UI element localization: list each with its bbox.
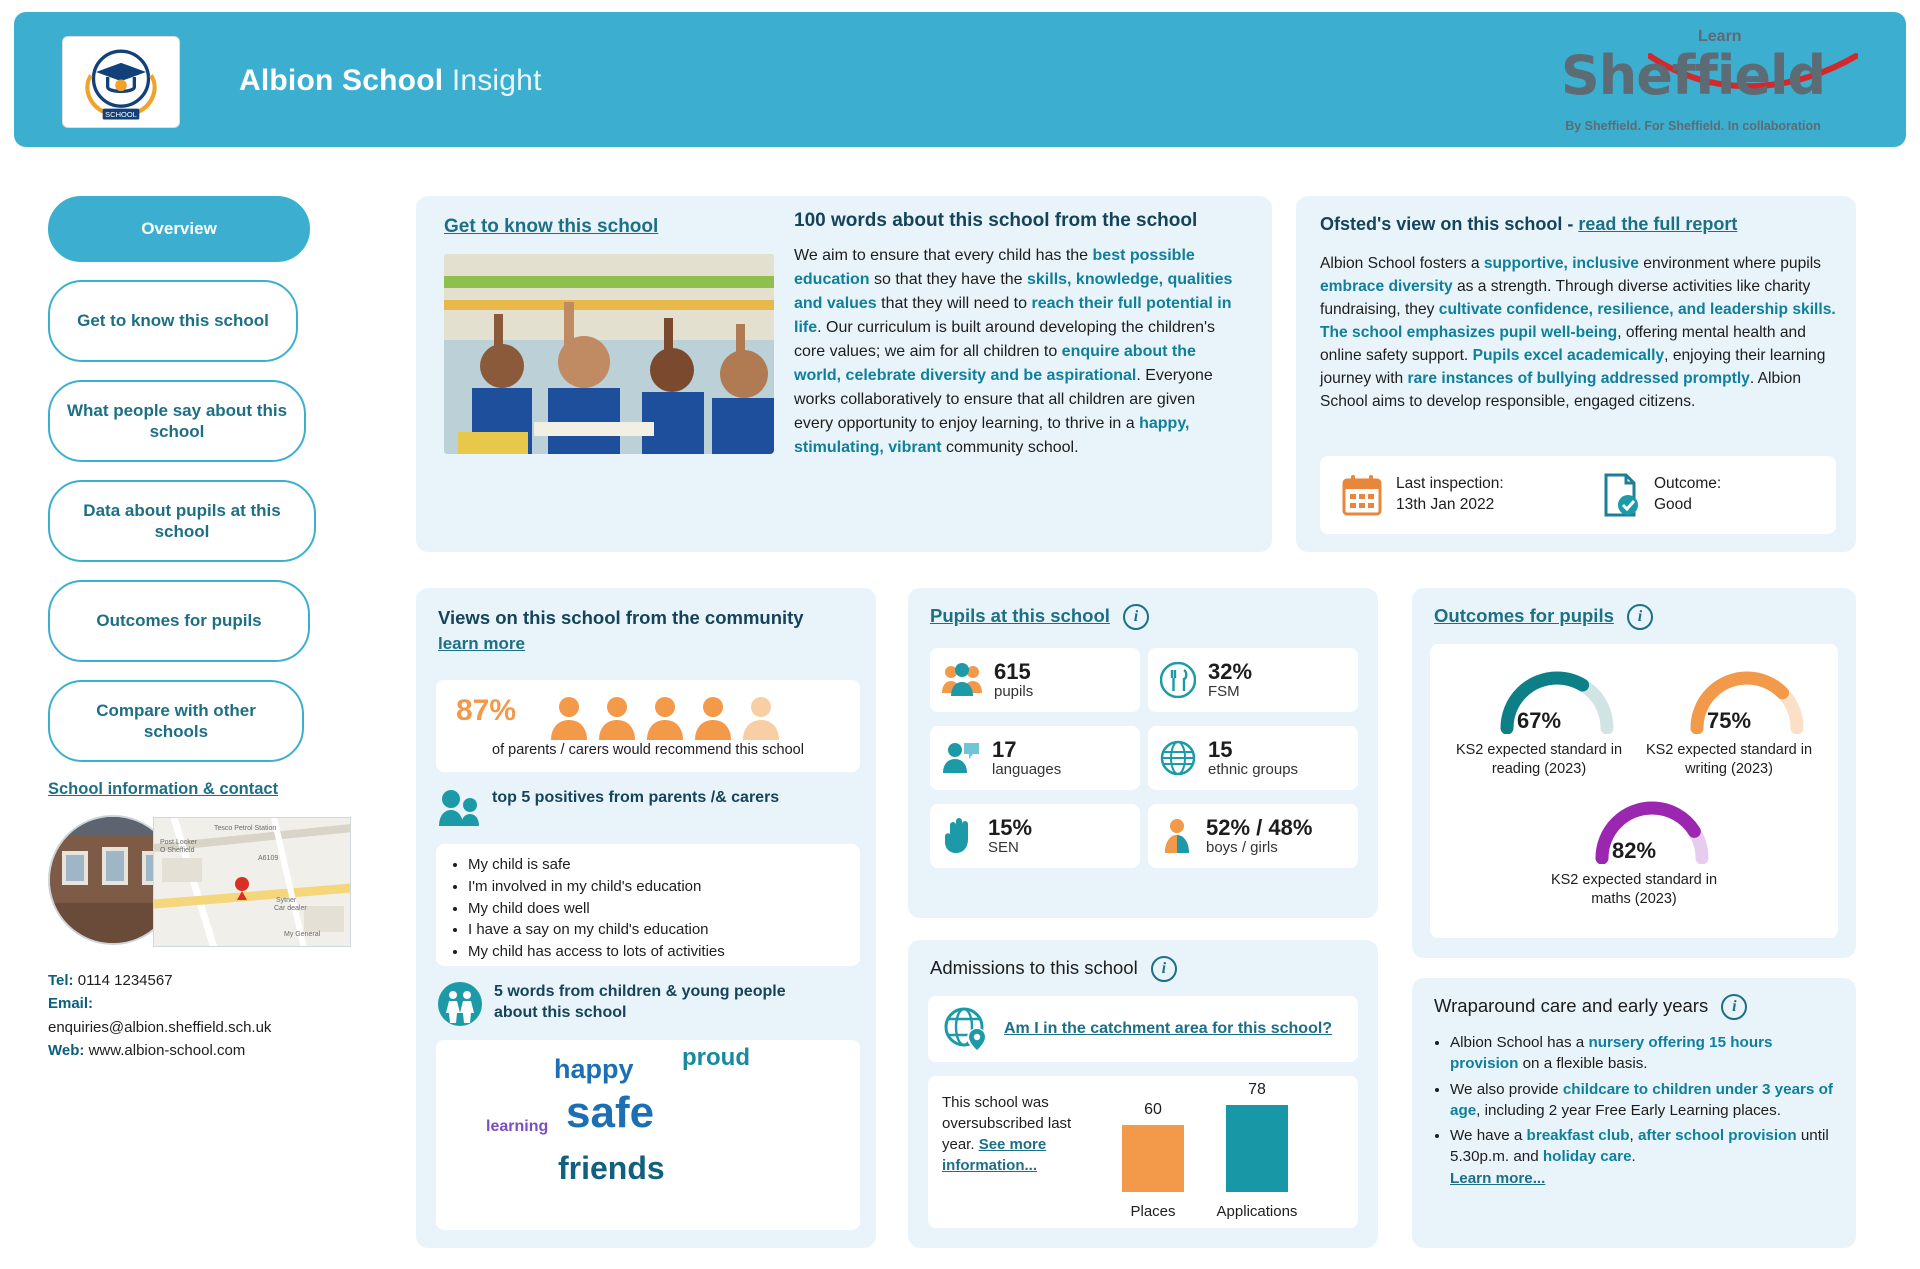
outcome-label: Outcome: xyxy=(1654,475,1722,493)
learn-sheffield-logo xyxy=(1528,30,1858,135)
classroom-photo xyxy=(444,254,774,454)
stat-value: 615 xyxy=(994,658,1031,684)
svg-text:Post Locker: Post Locker xyxy=(160,839,197,846)
calendar-icon xyxy=(1342,474,1382,516)
outcomes-title-row xyxy=(1434,604,1653,630)
pupils-title-link[interactable]: Pupils at this school xyxy=(930,604,1110,626)
speech-person-icon xyxy=(942,741,980,775)
admissions-card xyxy=(908,940,1378,1248)
school-information-contact-link[interactable]: School information & contact xyxy=(48,780,279,798)
community-title-text: Views on this school from the community xyxy=(438,607,804,628)
word-learning: learning xyxy=(486,1118,549,1135)
positives-title: top 5 positives from parents /& carers xyxy=(492,789,780,806)
location-map[interactable] xyxy=(153,817,351,947)
contact-web-value[interactable]: www.albion-school.com xyxy=(88,1041,246,1059)
gauge-value: 75% xyxy=(1706,708,1752,733)
list-item xyxy=(1450,1125,1840,1189)
svg-text:My General: My General xyxy=(284,931,321,938)
person-icon xyxy=(596,694,638,740)
stat-label: pupils xyxy=(994,682,1034,700)
svg-text:O Sheffield: O Sheffield xyxy=(160,847,195,854)
sidebar-item-label: Data about pupils at this school xyxy=(83,500,281,541)
cutlery-icon xyxy=(1160,662,1196,698)
contact-details xyxy=(48,969,318,1062)
stat-label: boys / girls xyxy=(1206,838,1278,856)
community-title xyxy=(438,606,858,656)
list-item: • Albion School has a nursery offering 15 hours provision on a flexible basis. xyxy=(1450,1032,1840,1075)
info-icon[interactable]: i xyxy=(1151,956,1177,982)
outcomes-gauges-panel xyxy=(1430,644,1838,938)
ofsted-card xyxy=(1296,196,1856,552)
contact-media xyxy=(48,815,348,955)
sidebar-item-outcomes-for-pupils[interactable] xyxy=(48,580,310,662)
word-safe: safe xyxy=(566,1088,655,1137)
hundred-words-body: We aim to ensure that every child has the best possible education so that they have the skills, knowledge, qualities and values that they will need to reach their full potential in life. Our curriculum is built around developing the children's core values; we aim for all children to enquire about the world, celebrate diversity and be aspirational. Everyone works collaboratively to ensure that all children are given every opportunity to enjoy learning, to thrive in a happy, stimulating, vibrant community school. xyxy=(794,247,1233,456)
catchment-panel[interactable] xyxy=(928,996,1358,1062)
info-icon[interactable]: i xyxy=(1123,604,1149,630)
contact-tel-label: Tel: xyxy=(48,972,74,989)
positives-header xyxy=(438,788,858,828)
learn-sheffield-main-word: Sheffield xyxy=(1560,44,1826,107)
outcomes-card xyxy=(1412,588,1856,958)
ofsted-report-link[interactable]: read the full report xyxy=(1578,214,1738,234)
gauge-caption: KS2 expected standard in maths (2023) xyxy=(1550,872,1718,907)
list-item: • My child has access to lots of activities xyxy=(468,941,850,963)
page-title-school: Albion School xyxy=(239,64,444,97)
map-image xyxy=(154,818,351,947)
contact-email xyxy=(48,992,318,1039)
globe-pin-icon xyxy=(942,1005,990,1053)
stat-value: 52% / 48% xyxy=(1206,814,1313,840)
learn-sheffield-learn-word: Learn xyxy=(1698,28,1742,45)
bar-places xyxy=(1122,1101,1184,1220)
five-words-title: 5 words from children & young people about this school xyxy=(494,983,786,1021)
person-icon xyxy=(692,694,734,740)
svg-text:SCHOOL: SCHOOL xyxy=(105,110,137,119)
svg-text:Tesco Petrol Station: Tesco Petrol Station xyxy=(214,825,277,832)
ofsted-title-text: Ofsted's view on this school - xyxy=(1320,214,1579,234)
person-split-icon xyxy=(1160,817,1194,855)
person-icon-partial xyxy=(740,694,782,740)
sidebar-item-compare-schools[interactable] xyxy=(48,680,304,762)
page-title xyxy=(239,64,542,98)
catchment-area-link[interactable]: Am I in the catchment area for this school? xyxy=(1004,1019,1333,1037)
sidebar-item-what-people-say[interactable] xyxy=(48,380,306,462)
positives-list xyxy=(436,844,860,966)
group-people-icon xyxy=(942,663,982,697)
sidebar xyxy=(48,196,321,1062)
bar-label: Applications xyxy=(1216,1203,1298,1220)
oversubscribed-text xyxy=(942,1092,1092,1176)
sidebar-item-label: Compare with other schools xyxy=(96,700,256,741)
ofsted-title xyxy=(1320,214,1737,235)
page-title-insight: Insight xyxy=(451,64,542,97)
last-inspection-value: 13th Jan 2022 xyxy=(1396,496,1495,513)
wraparound-title-row xyxy=(1434,994,1747,1020)
see-more-information-link[interactable]: See more information... xyxy=(942,1136,1047,1174)
recommend-people-icons xyxy=(548,694,782,740)
bar-value: 60 xyxy=(1144,1101,1162,1118)
outcome-value: Good xyxy=(1654,496,1692,513)
learn-sheffield-tagline: By Sheffield. For Sheffield. In collaboration xyxy=(1565,119,1821,133)
recommend-caption: of parents / carers would recommend this school xyxy=(492,742,804,758)
gauge-caption: KS2 expected standard in reading (2023) xyxy=(1455,742,1623,777)
stat-label: SEN xyxy=(988,838,1019,856)
gauge-value: 67% xyxy=(1516,708,1562,733)
sidebar-item-label: What people say about this school xyxy=(66,400,288,441)
gauge-writing xyxy=(1634,662,1824,779)
admissions-title: Admissions to this school xyxy=(930,956,1138,978)
word-happy: happy xyxy=(554,1054,634,1084)
list-item: • I'm involved in my child's education xyxy=(468,876,850,898)
sidebar-item-label: Outcomes for pupils xyxy=(96,611,262,631)
sidebar-item-label: Get to know this school xyxy=(77,311,269,331)
bar-label: Places xyxy=(1130,1203,1176,1220)
list-item: • We also provide childcare to children under 3 years of age, including 2 year Free Early Learning places. xyxy=(1450,1079,1840,1122)
stat-fsm xyxy=(1148,648,1358,712)
contact-email-value[interactable]: enquiries@albion.sheffield.sch.uk xyxy=(48,1018,272,1036)
stat-ethnic-groups xyxy=(1148,726,1358,790)
list-item: • My child is safe xyxy=(468,854,850,876)
info-icon[interactable]: i xyxy=(1721,994,1747,1020)
ofsted-body: Albion School fosters a supportive, inclusive environment where pupils embrace diversity as a strength. Through diverse activities like charity fundraising, they cultivate confidence, resilience, and leadership skills. The school emphasizes pupil well-being, offering mental health and online safety support. Pupils excel academically, enjoying their learning journey with rare instances of bullying addressed promptly. Albion School aims to develop responsible, engaged citizens. xyxy=(1320,255,1836,411)
gauge-value: 82% xyxy=(1611,838,1657,863)
contact-web-label: Web: xyxy=(48,1041,85,1059)
person-icon xyxy=(548,694,590,740)
sidebar-item-overview[interactable] xyxy=(48,196,310,262)
globe-icon xyxy=(1160,740,1196,776)
svg-text:Car dealer: Car dealer xyxy=(274,905,307,912)
person-icon xyxy=(644,694,686,740)
svg-text:A6109: A6109 xyxy=(258,855,279,862)
stat-boys-girls xyxy=(1148,804,1358,868)
stat-label: languages xyxy=(992,760,1062,778)
two-children-icon xyxy=(438,982,482,1026)
school-logo xyxy=(62,36,180,128)
word-proud: proud xyxy=(682,1044,750,1071)
wraparound-learn-more-link[interactable]: Learn more... xyxy=(1450,1169,1546,1187)
hand-icon xyxy=(942,818,976,854)
stat-label: ethnic groups xyxy=(1208,760,1299,778)
recommend-percentage: 87% xyxy=(456,694,517,727)
sidebar-item-label: Overview xyxy=(141,219,217,239)
svg-text:Sytner: Sytner xyxy=(276,897,297,904)
sidebar-item-data-about-pupils[interactable] xyxy=(48,480,316,562)
oversubscribed-sentence: This school was oversubscribed last year. xyxy=(942,1094,1072,1153)
wraparound-list xyxy=(1430,1032,1840,1193)
community-views-card xyxy=(416,588,876,1248)
hundred-words-title: 100 words about this school from the school xyxy=(794,210,1198,231)
admissions-chart-panel xyxy=(928,1076,1358,1228)
outcomes-title-link[interactable]: Outcomes for pupils xyxy=(1434,604,1614,626)
ofsted-summary-panel xyxy=(1320,456,1836,534)
list-item: • My child does well xyxy=(468,898,850,920)
parent-child-icon xyxy=(438,788,480,828)
gauge-caption: KS2 expected standard in writing (2023) xyxy=(1645,742,1813,777)
page-header xyxy=(14,12,1906,147)
recommend-panel xyxy=(436,680,860,772)
ofsted-outcome xyxy=(1578,473,1836,517)
stat-label: FSM xyxy=(1208,682,1240,700)
get-to-know-link[interactable]: Get to know this school xyxy=(444,216,659,237)
word-friends: friends xyxy=(558,1150,665,1186)
stat-value: 15% xyxy=(988,814,1033,840)
pupils-card xyxy=(908,588,1378,918)
contact-tel xyxy=(48,969,318,992)
document-check-icon xyxy=(1600,473,1640,517)
contact-tel-value: 0114 1234567 xyxy=(77,972,173,989)
ofsted-last-inspection xyxy=(1320,474,1578,516)
pupils-title-row xyxy=(930,604,1149,630)
classroom-image xyxy=(444,254,774,454)
gauge-reading xyxy=(1444,662,1634,779)
stat-pupils xyxy=(930,648,1140,712)
list-item-text: We have a breakfast club, after school provision until 5.30p.m. and holiday care. xyxy=(1450,1127,1829,1166)
contact-email-label: Email: xyxy=(48,995,94,1013)
stat-languages xyxy=(930,726,1140,790)
stat-sen xyxy=(930,804,1140,868)
sidebar-item-get-to-know[interactable] xyxy=(48,280,298,362)
admissions-title-row xyxy=(930,956,1177,982)
community-learn-more-link[interactable]: learn more xyxy=(438,633,525,653)
info-icon[interactable]: i xyxy=(1627,604,1653,630)
gauge-maths xyxy=(1539,792,1729,909)
last-inspection-label: Last inspection: xyxy=(1396,475,1504,493)
stat-value: 17 xyxy=(992,736,1017,762)
graduation-cap-school-crest-icon xyxy=(69,42,173,122)
bar-applications xyxy=(1216,1081,1298,1220)
word-cloud xyxy=(436,1040,860,1230)
list-item: • I have a say on my child's education xyxy=(468,919,850,941)
wraparound-card xyxy=(1412,978,1856,1248)
bar-value: 78 xyxy=(1248,1081,1266,1098)
admissions-bar-chart xyxy=(1098,1081,1348,1224)
stat-value: 15 xyxy=(1208,736,1233,762)
five-words-header xyxy=(438,982,858,1026)
get-to-know-card xyxy=(416,196,1272,552)
stat-value: 32% xyxy=(1208,658,1253,684)
wraparound-title: Wraparound care and early years xyxy=(1434,994,1709,1016)
contact-web xyxy=(48,1039,318,1062)
